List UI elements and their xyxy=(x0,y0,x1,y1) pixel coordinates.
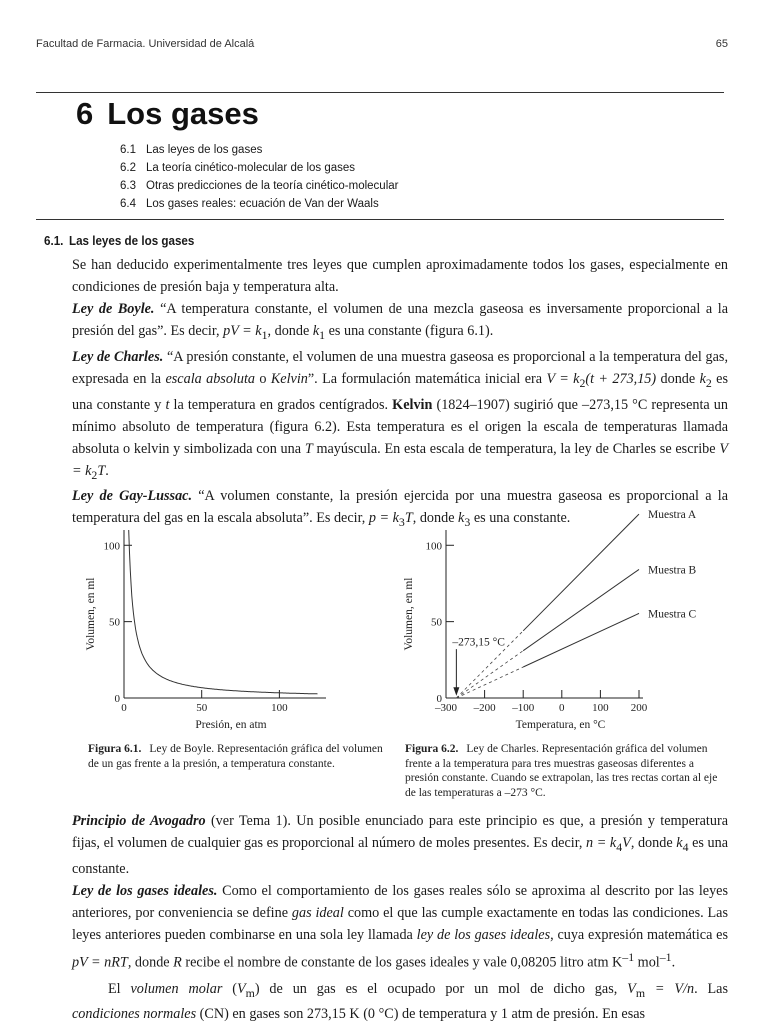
series-line-muestra-b xyxy=(523,569,639,650)
toc-rule xyxy=(36,219,724,220)
extrapolation-line xyxy=(456,667,523,698)
running-header: Facultad de Farmacia. Universidad de Alcalá xyxy=(36,38,255,50)
x-tick-label: –200 xyxy=(473,702,496,714)
y-tick-label: 50 xyxy=(109,616,120,629)
x-tick-label: 0 xyxy=(121,702,127,714)
figure-6-1-caption: Figura 6.1. Ley de Boyle. Representación gráfica del volumen de un gas frente a la presión, a temperatura constante. xyxy=(88,743,383,770)
section-heading: 6.1. Las leyes de los gases xyxy=(44,234,195,248)
x-tick-label: –100 xyxy=(512,702,535,714)
chapter-number: 6 xyxy=(76,96,94,131)
x-axis-label: Temperatura, en °C xyxy=(515,719,606,731)
x-tick-label: 100 xyxy=(592,702,609,714)
origin-arrow-head xyxy=(453,687,459,695)
boyle-curve xyxy=(129,530,318,694)
series-label: Muestra B xyxy=(648,564,697,577)
y-axis-label: Volumen, en ml xyxy=(85,577,97,651)
y-tick-label: 100 xyxy=(425,540,442,553)
y-axis-label: Volumen, en ml xyxy=(403,577,415,651)
series-line-muestra-a xyxy=(523,514,639,631)
chapter-toc xyxy=(120,141,398,213)
series-line-muestra-c xyxy=(523,613,639,667)
normal-conditions-line: condiciones normales (CN) en gases son 273,15 K (0 °C) de temperatura y 1 atm de presión. En esas xyxy=(72,1006,646,1023)
x-axis-label: Presión, en atm xyxy=(195,719,267,731)
y-tick-label: 0 xyxy=(436,693,442,705)
ideal-gas-paragraph: Ley de los gases ideales. Como el comportamiento de los gases reales sólo se aproxima al descrito por las leyes anteriores, por conveniencia se define gas ideal como el que las cumple exactamente en todas las condiciones. Las leyes anteriores pueden combinarse en una sola ley llamada ley de los gases ideales, cuya expresión matemática es pV = nRT, donde R recibe el nombre de constante de los gases ideales y vale 0,08205 litro atm $K^{-1}$ mol$^{-1}$. xyxy=(72,882,729,971)
body-text-top xyxy=(72,254,728,533)
x-tick-label: –300 xyxy=(435,702,457,714)
series-label: Muestra C xyxy=(648,608,697,621)
charles-paragraph: Ley de Charles. “A presión constante, el volumen de una muestra gaseosa es proporcional a la temperatura del gas, expresada en la escala absoluta o Kelvin”. La formulación matemática inicial era $V = k_2(t + 273,15)$ donde $k_2$ es una constante y t la temperatura en grados centígrados. Kelvin (1824–1907) sugirió que –273,15 °C representa un mínimo absoluto de temperatura (figura 6.2). Esta temperatura es el origen la escala de temperaturas llamada absoluta o kelvin y simbolizada con una T mayúscula. En esta escala de temperatura, la ley de Charles se escribe $V = k_2T$. xyxy=(72,348,728,482)
body-text-bottom xyxy=(72,810,728,1025)
avogadro-paragraph: Principio de Avogadro (ver Tema 1). Un posible enunciado para este principio es que, a presión y temperatura fijas, el volumen de cualquier gas es proporcional al número de moles presentes. Es decir, $n = k_4V$, donde $k_4$ es una constante. xyxy=(72,813,728,877)
charles-chart xyxy=(398,509,728,738)
x-tick-label: 50 xyxy=(196,702,208,714)
page-number: 65 xyxy=(715,38,728,50)
boyle-chart xyxy=(80,522,350,738)
x-tick-label: 200 xyxy=(630,702,648,714)
y-tick-label: 50 xyxy=(431,616,442,629)
chapter-title xyxy=(76,96,259,132)
toc-item[interactable]: 6.2 La teoría cinético-molecular de los gases xyxy=(120,162,356,174)
extrapolation-line xyxy=(456,651,523,698)
intro-paragraph: Se han deducido experimentalmente tres leyes que cumplen aproximadamente todos los gases, especialmente en condiciones de presión baja y temperatura alta. xyxy=(72,257,728,295)
gay-lussac-paragraph: Ley de Gay-Lussac. “A volumen constante, la presión ejercida por una muestra gaseosa es proporcional a la temperatura del gas en la escala absoluta”. Es decir, $p = k_3T$, donde $k_3$ es una constante. xyxy=(72,488,728,530)
series-label: Muestra A xyxy=(648,509,697,522)
x-tick-label: 100 xyxy=(271,702,288,714)
chapter-name: Los gases xyxy=(107,96,259,131)
top-rule xyxy=(36,92,724,93)
y-tick-label: 0 xyxy=(114,693,120,705)
boyle-paragraph: Ley de Boyle. “A temperatura constante, el volumen de una mezcla gaseosa es inversamente proporcional a la presión del gas”. Es decir, pV = $k_1$, donde $k_1$ es una constante (figura 6.1). xyxy=(72,301,728,342)
x-tick-label: 0 xyxy=(559,702,565,714)
toc-item[interactable]: 6.4 Los gases reales: ecuación de Van der Waals xyxy=(120,198,379,210)
molar-volume-paragraph: El volumen molar $(V_m)$ de un gas es el ocupado por un mol de dicho gas, $V_m = V/n$. Las xyxy=(108,980,728,1000)
y-tick-label: 100 xyxy=(103,540,120,553)
toc-item[interactable]: 6.3 Otras predicciones de la teoría cinético-molecular xyxy=(120,180,399,192)
figure-6-2-caption: Figura 6.2. Ley de Charles. Representación gráfica del volumen frente a la temperatura para tres muestras gaseosas diferentes a presión constante. Cuando se extrapolan, las tres rectas cortan al eje de las temperaturas a –273 °C. xyxy=(405,743,718,799)
origin-annotation: –273,15 °C xyxy=(452,636,505,649)
toc-item[interactable]: 6.1 Las leyes de los gases xyxy=(120,144,263,156)
